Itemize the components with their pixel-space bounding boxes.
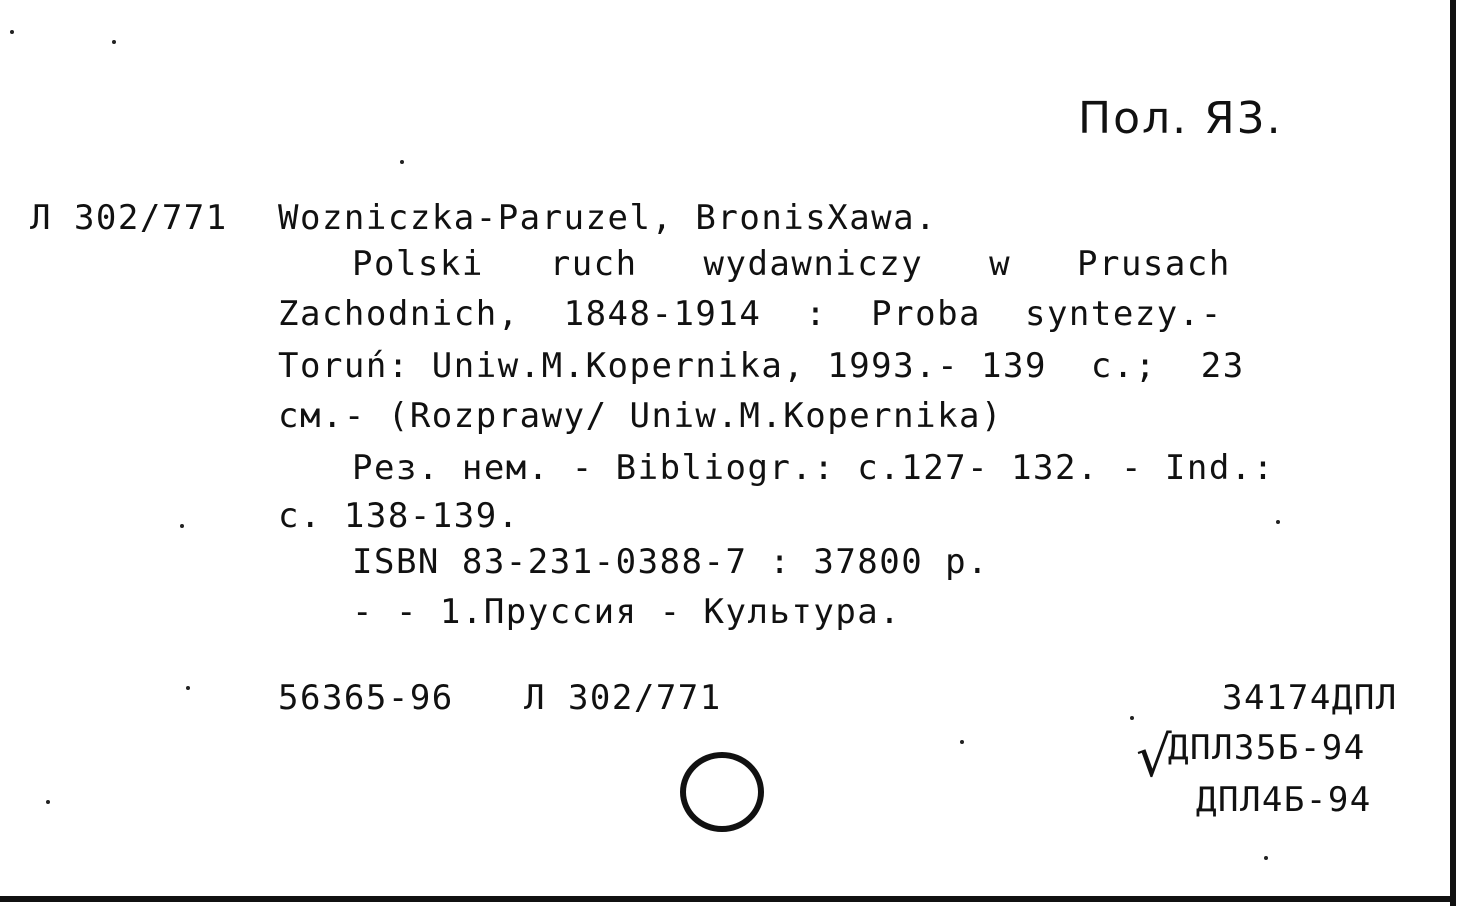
scan-speck	[1276, 520, 1280, 524]
call-number: Л 302/771	[30, 198, 228, 238]
scan-speck	[1264, 856, 1268, 860]
scan-speck	[180, 524, 184, 528]
title-line: Polski ruch wydawniczy w Prusach	[352, 244, 1231, 284]
scan-speck	[960, 740, 964, 744]
title-line: Zachodnich, 1848-1914 : Proba syntezy.-	[278, 294, 1223, 334]
right-code: 34174ДПЛ	[1222, 678, 1398, 718]
card-border-right	[1450, 0, 1456, 906]
footer-call-number: Л 302/771	[524, 678, 722, 718]
handwritten-code: Пол. Я3.	[1078, 93, 1283, 144]
check-mark-icon: √	[1136, 725, 1172, 790]
right-code: ДПЛ35Б-94	[1168, 728, 1366, 768]
scan-speck	[186, 686, 190, 690]
card-border-bottom	[0, 896, 1456, 902]
scan-speck	[112, 40, 116, 44]
author-heading: Wozniczka-Paruzel, BronisXawa.	[278, 198, 938, 238]
subject-line: - - 1.Пруссия - Культура.	[352, 592, 902, 632]
accession-number: 56365-96	[278, 678, 454, 718]
right-code: ДПЛ4Б-94	[1196, 780, 1372, 820]
scan-speck	[10, 30, 14, 34]
isbn-line: ISBN 83-231-0388-7 : 37800 р.	[352, 542, 990, 582]
scan-speck	[46, 800, 50, 804]
series-line: см.- (Rozprawy/ Uniw.M.Kopernika)	[278, 396, 1004, 436]
scan-speck	[400, 160, 404, 164]
scan-speck	[1130, 716, 1134, 720]
notes-line: с. 138-139.	[278, 496, 520, 536]
circle-stamp	[680, 752, 764, 832]
notes-line: Рез. нем. - Bibliogr.: с.127- 132. - Ind.:	[352, 448, 1275, 488]
imprint-line: Toruń: Uniw.M.Kopernika, 1993.- 139 с.; 23	[278, 346, 1245, 386]
